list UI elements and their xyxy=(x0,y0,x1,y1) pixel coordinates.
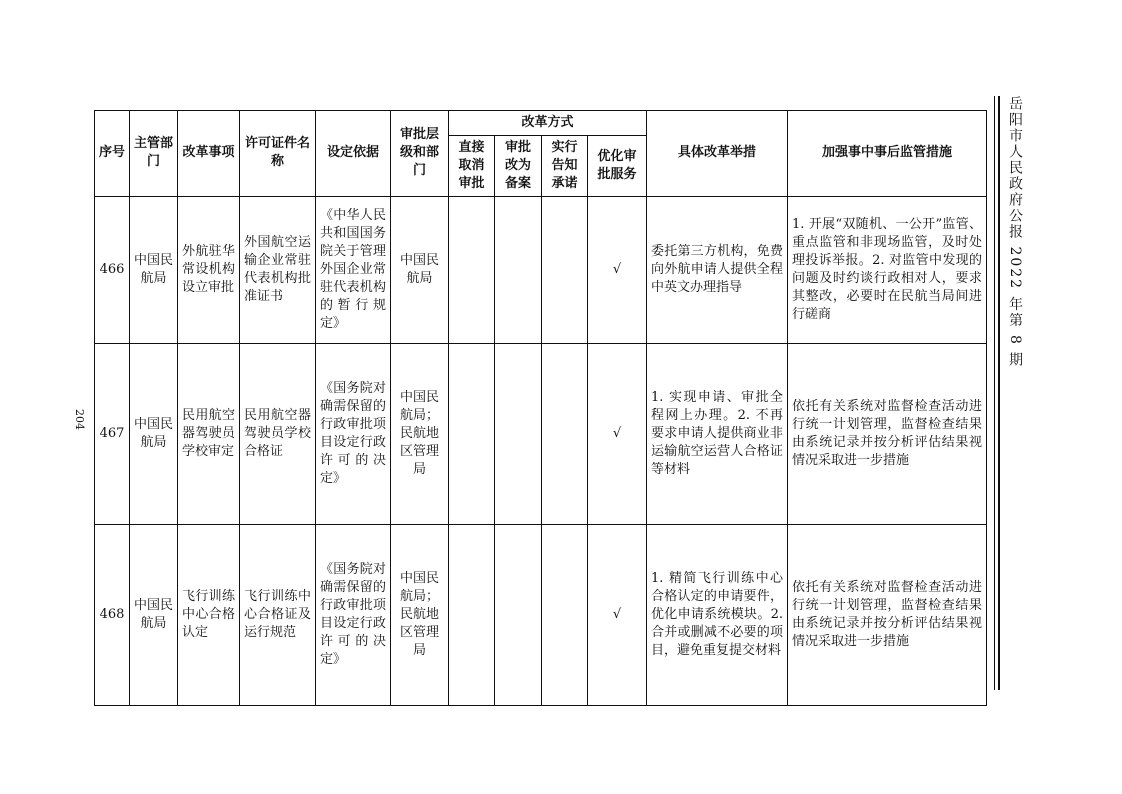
cell-supervision: 1. 开展“双随机、一公开”监管、重点监管和非现场监管，及时处理投诉举报。2. 对监管中发现的问题及时约谈行政相对人，要求其整改，必要时在民航当局间进行磋商 xyxy=(788,196,987,343)
cell-basis: 《中华人民共和国国务院关于管理外国企业常驻代表机构的暂行规定》 xyxy=(316,196,391,343)
cell-seq: 468 xyxy=(95,524,130,705)
cell-measures: 1. 实现申请、审批全程网上办理。2. 不再要求申请人提供商业非运输航空运营人合格证等材料 xyxy=(647,343,788,524)
header-item: 改革事项 xyxy=(178,111,240,197)
table-row xyxy=(95,524,987,705)
header-level: 审批层级和部门 xyxy=(391,111,449,197)
cell-supervision: 依托有关系统对监督检查活动进行统一计划管理，监督检查结果由系统记录并按分析评估结果视情况采取进一步措施 xyxy=(788,343,987,524)
cell-mode-notify xyxy=(542,343,588,524)
header-dept: 主管部门 xyxy=(130,111,178,197)
header-measures: 具体改革举措 xyxy=(647,111,788,197)
header-mode-group: 改革方式 xyxy=(449,111,647,136)
header-rule xyxy=(998,96,1000,690)
cell-seq: 466 xyxy=(95,196,130,343)
cell-dept: 中国民航局 xyxy=(130,343,178,524)
cell-item: 外航驻华常设机构设立审批 xyxy=(178,196,240,343)
cell-seq: 467 xyxy=(95,343,130,524)
cell-mode-cancel xyxy=(449,524,495,705)
cell-mode-notify xyxy=(542,196,588,343)
cell-mode-record xyxy=(495,343,542,524)
header-mode-notify: 实行告知承诺 xyxy=(542,135,588,196)
reform-table xyxy=(94,110,987,706)
table-row xyxy=(95,343,987,524)
cell-mode-record xyxy=(495,196,542,343)
cell-measures: 委托第三方机构，免费向外航申请人提供全程中英文办理指导 xyxy=(647,196,788,343)
cell-item: 飞行训练中心合格认定 xyxy=(178,524,240,705)
journal-title: 岳阳市人民政府公报 2022 年第 8 期 xyxy=(1007,96,1023,369)
cell-basis: 《国务院对确需保留的行政审批项目设定行政许可的决定》 xyxy=(316,343,391,524)
header-basis: 设定依据 xyxy=(316,111,391,197)
cell-license: 外国航空运输企业常驻代表机构批准证书 xyxy=(240,196,316,343)
cell-dept: 中国民航局 xyxy=(130,196,178,343)
header-rule-thin xyxy=(994,96,995,690)
header-seq: 序号 xyxy=(95,111,130,197)
cell-mode-cancel xyxy=(449,196,495,343)
header-license: 许可证件名称 xyxy=(240,111,316,197)
header-mode-record: 审批改为备案 xyxy=(495,135,542,196)
cell-basis: 《国务院对确需保留的行政审批项目设定行政许可的决定》 xyxy=(316,524,391,705)
cell-mode-optimize: √ xyxy=(588,524,647,705)
cell-level: 中国民航局；民航地区管理局 xyxy=(391,524,449,705)
table-row xyxy=(95,196,987,343)
cell-mode-optimize: √ xyxy=(588,343,647,524)
cell-dept: 中国民航局 xyxy=(130,524,178,705)
table-header-row xyxy=(95,111,987,136)
page-number: 204 xyxy=(73,409,86,430)
cell-license: 飞行训练中心合格证及运行规范 xyxy=(240,524,316,705)
header-mode-cancel: 直接取消审批 xyxy=(449,135,495,196)
cell-mode-cancel xyxy=(449,343,495,524)
cell-license: 民用航空器驾驶员学校合格证 xyxy=(240,343,316,524)
cell-mode-notify xyxy=(542,524,588,705)
header-supervision: 加强事中事后监管措施 xyxy=(788,111,987,197)
cell-level: 中国民航局 xyxy=(391,196,449,343)
cell-item: 民用航空器驾驶员学校审定 xyxy=(178,343,240,524)
cell-mode-record xyxy=(495,524,542,705)
header-mode-optimize: 优化审批服务 xyxy=(588,135,647,196)
cell-supervision: 依托有关系统对监督检查活动进行统一计划管理，监督检查结果由系统记录并按分析评估结果视情况采取进一步措施 xyxy=(788,524,987,705)
cell-level: 中国民航局；民航地区管理局 xyxy=(391,343,449,524)
cell-mode-optimize: √ xyxy=(588,196,647,343)
cell-measures: 1. 精简飞行训练中心合格认定的申请要件，优化申请系统模块。2. 合并或删减不必要的项目，避免重复提交材料 xyxy=(647,524,788,705)
